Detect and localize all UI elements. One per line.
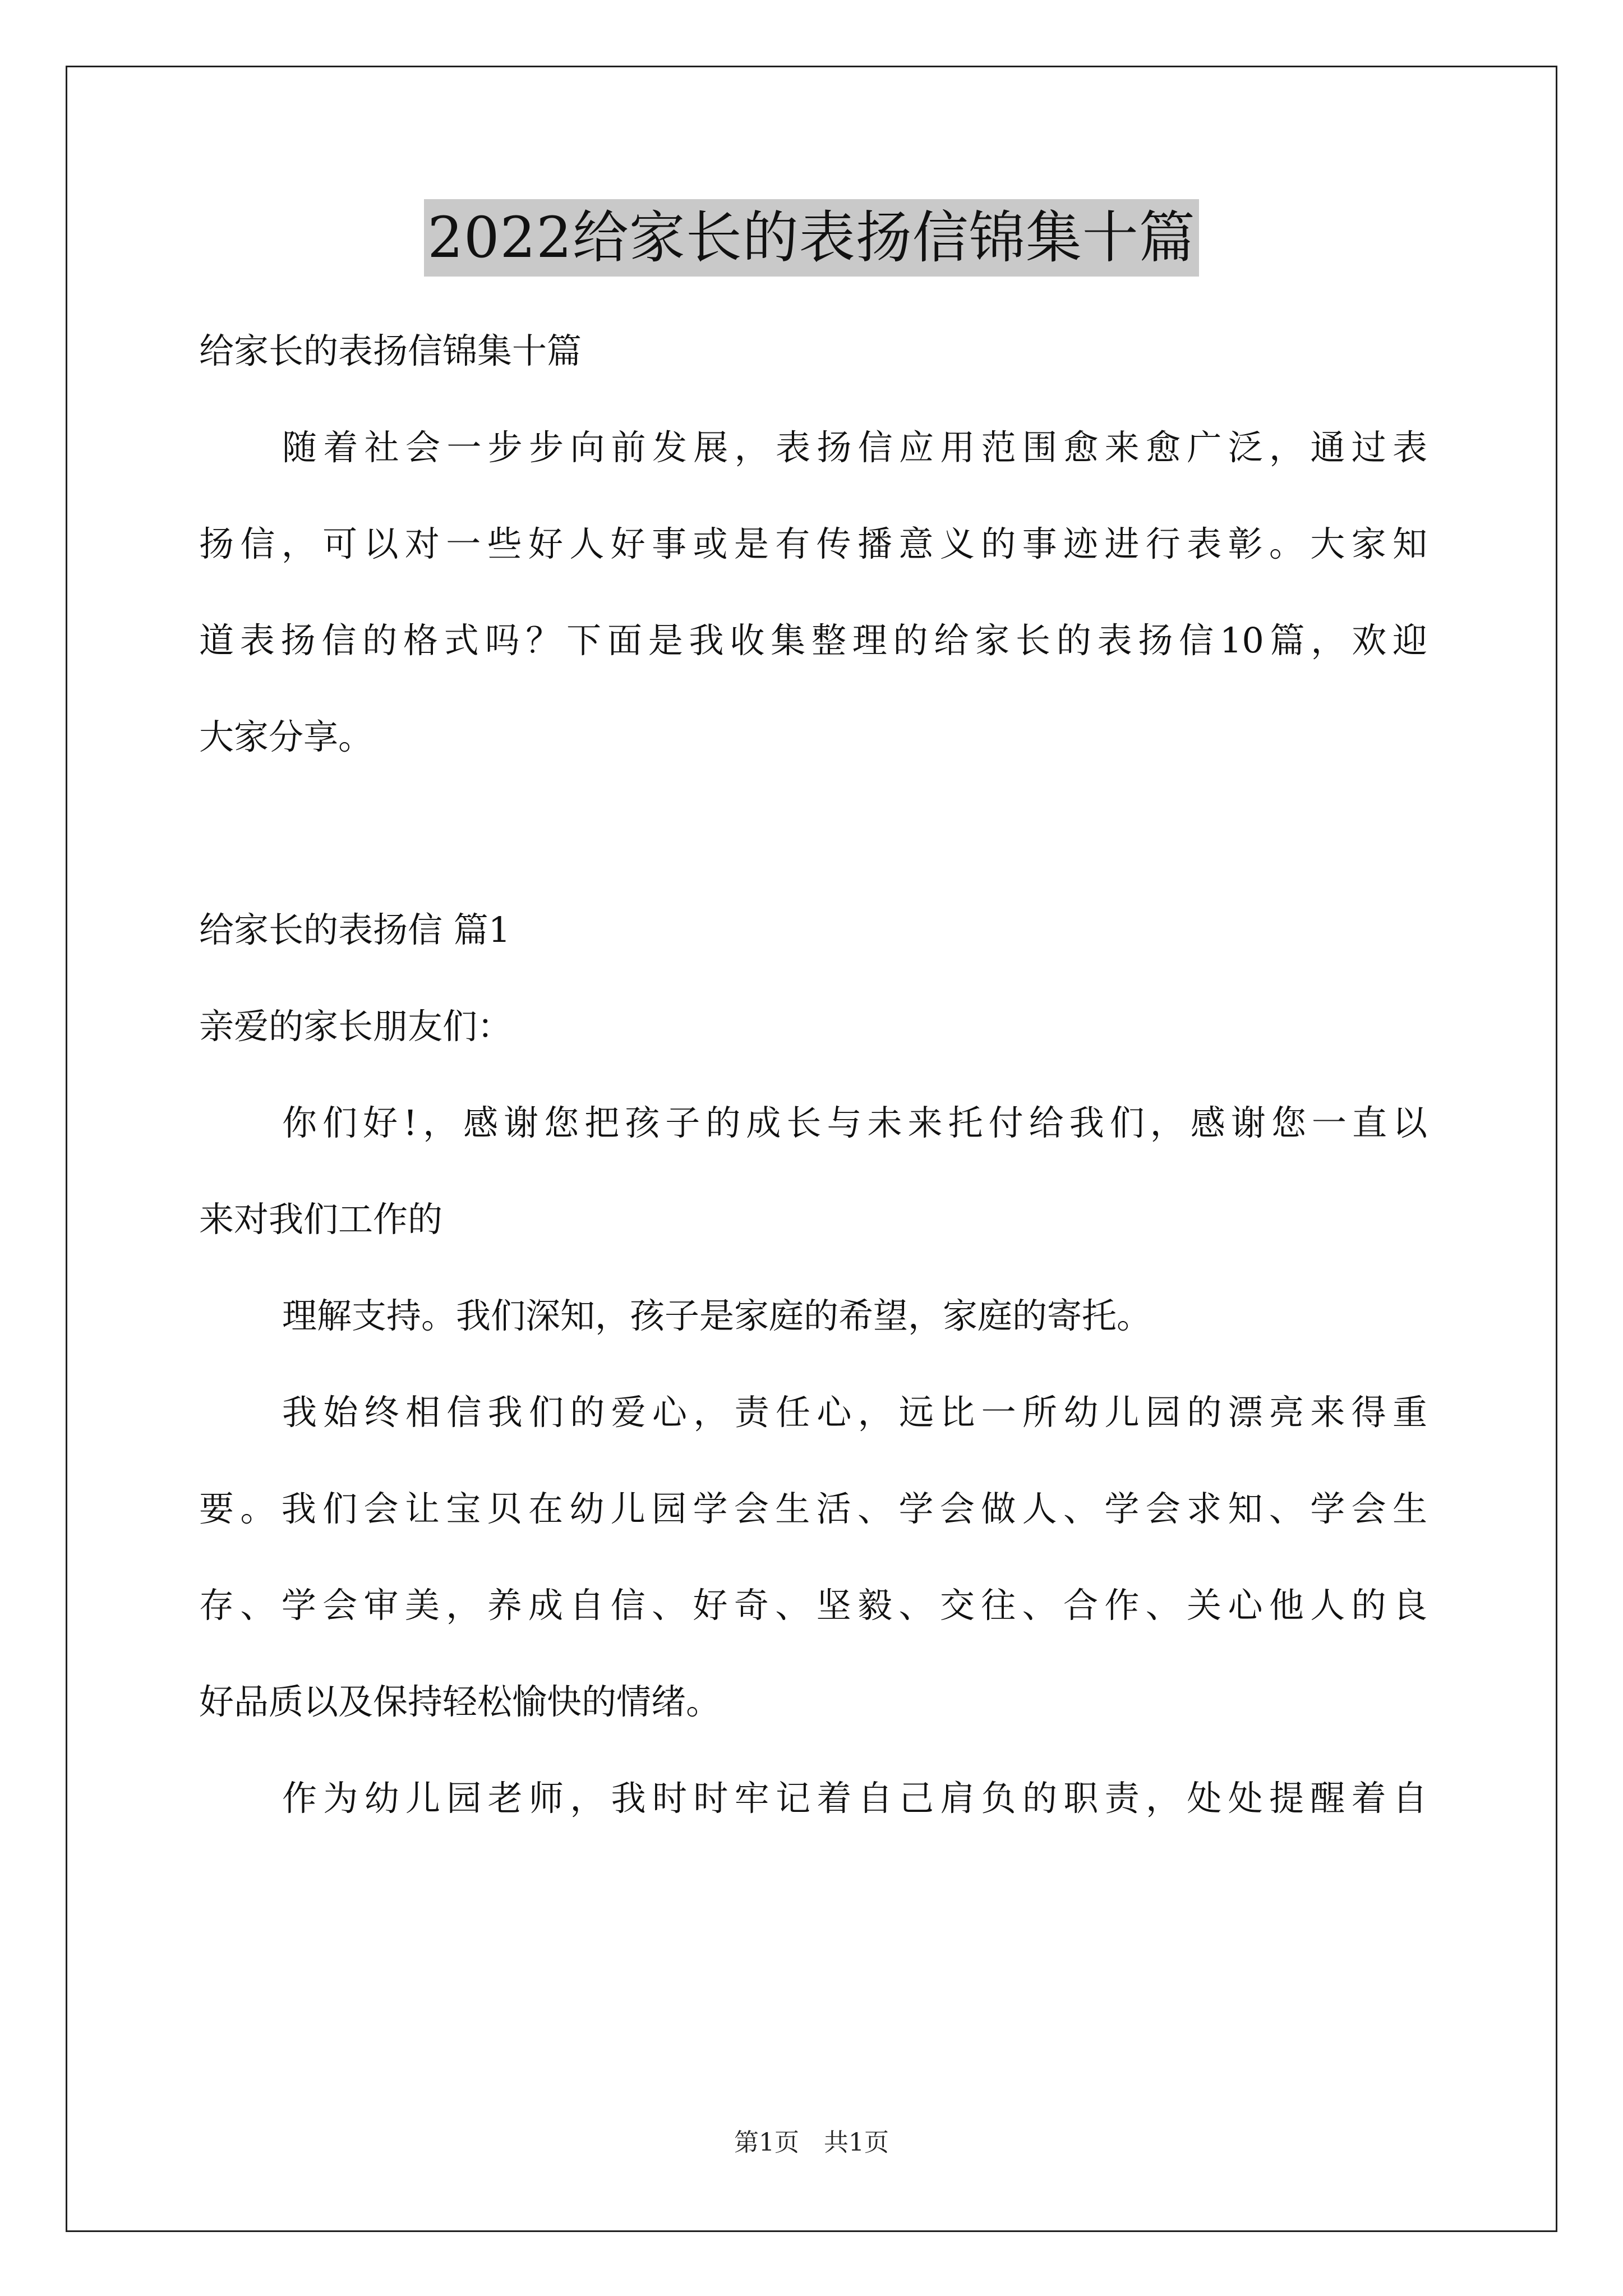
- section-spacer: [199, 785, 1427, 882]
- document-title: 2022给家长的表扬信锦集十篇: [424, 199, 1199, 277]
- paragraph-line: 你们好!，感谢您把孩子的成长与未来托付给我们，感谢您一直以: [282, 1102, 1427, 1143]
- paragraph-line: 来对我们工作的: [199, 1199, 443, 1240]
- paragraph-line: 我始终相信我们的爱心，责任心，远比一所幼儿园的漂亮来得重: [282, 1392, 1427, 1433]
- paragraph-line: 好品质以及保持轻松愉快的情绪。: [199, 1681, 721, 1722]
- letter-greeting: 亲爱的家长朋友们：: [199, 1006, 513, 1047]
- intro-line: 扬信，可以对一些好人好事或是有传播意义的事迹进行表彰。大家知: [199, 523, 1427, 564]
- page-number-footer: 第1页 共1页: [734, 2128, 889, 2157]
- document-subtitle: 给家长的表扬信锦集十篇: [199, 330, 582, 371]
- intro-line: 道表扬信的格式吗？下面是我收集整理的给家长的表扬信10篇，欢迎: [199, 620, 1427, 661]
- document-body: [199, 303, 1427, 1847]
- intro-line: 大家分享。: [199, 716, 374, 757]
- section-heading: 给家长的表扬信 篇1: [199, 909, 511, 950]
- paragraph-line: 理解支持。我们深知，孩子是家庭的希望，家庭的寄托。: [282, 1295, 1152, 1336]
- intro-line: 随着社会一步步向前发展，表扬信应用范围愈来愈广泛，通过表: [282, 427, 1427, 468]
- paragraph-line: 存、学会审美，养成自信、好奇、坚毅、交往、合作、关心他人的良: [199, 1585, 1427, 1626]
- document-title-container: [0, 199, 1623, 277]
- paragraph-line: 作为幼儿园老师，我时时牢记着自己肩负的职责，处处提醒着自: [282, 1778, 1427, 1819]
- paragraph-line: 要。我们会让宝贝在幼儿园学会生活、学会做人、学会求知、学会生: [199, 1488, 1427, 1529]
